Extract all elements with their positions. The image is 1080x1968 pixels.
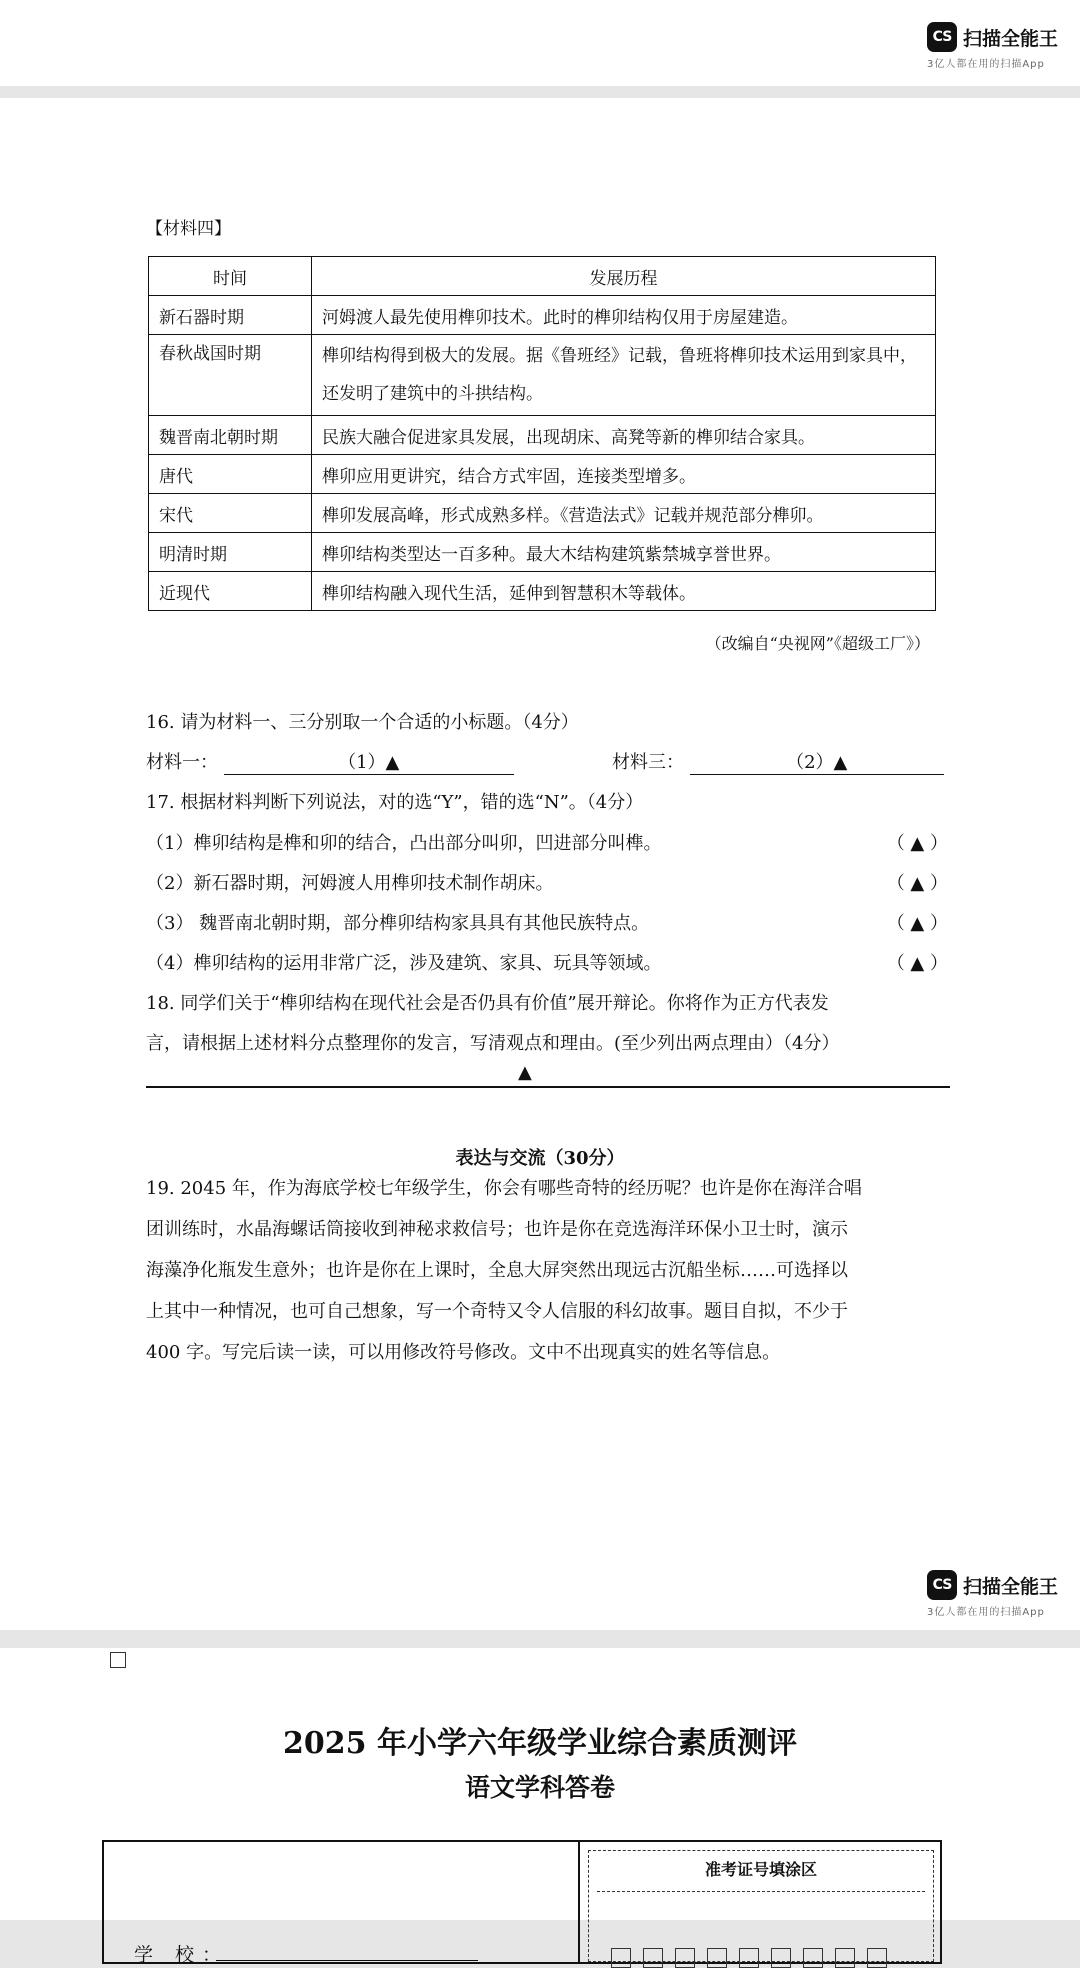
q16-blank2-label: 材料三： <box>612 752 684 773</box>
camscanner-logo-icon: CS <box>927 1570 957 1600</box>
q19-line: 团训练时，水晶海螺话筒接收到神秘求救信号；也许是你在竞选海洋环保小卫士时，演示 <box>146 1219 848 1240</box>
id-bubble[interactable] <box>611 1948 631 1968</box>
table-row <box>149 533 936 572</box>
answer-sheet-subtitle: 语文学科答卷 <box>464 1773 615 1802</box>
id-bubble[interactable] <box>803 1948 823 1968</box>
row-period: 宋代 <box>149 494 312 533</box>
answer-sheet-title: 2025 年小学六年级学业综合素质测评 <box>283 1726 797 1761</box>
q16-blank1 <box>146 748 514 775</box>
camscanner-logo-icon: CS <box>927 22 957 52</box>
info-divider <box>578 1842 817 1962</box>
q17-answer-slot[interactable]: （ ▲ ） <box>886 873 948 894</box>
q17-item: （3） 魏晋南北朝时期，部分榫卯结构家具具有其他民族特点。 <box>146 913 650 934</box>
q19-line: 400 字。写完后读一读，可以用修改符号修改。文中不出现真实的姓名等信息。 <box>146 1342 781 1363</box>
q18-answer-line[interactable] <box>146 1086 950 1088</box>
row-text: 榫卯应用更讲究，结合方式牢固，连接类型增多。 <box>312 455 936 494</box>
previous-page-strip <box>0 0 1080 86</box>
row-text: 榫卯结构得到极大的发展。据《鲁班经》记载，鲁班将榫卯技术运用到家具中，还发明了建筑中的斗拱结构。 <box>312 335 936 416</box>
table-row <box>149 572 936 611</box>
exam-id-title: 准考证号填涂区 <box>704 1860 817 1879</box>
scanner-watermark <box>927 1570 1058 1618</box>
q18-stem-line2: 言，请根据上述材料分点整理你的发言，写清观点和理由。(至少列出两点理由）（4分） <box>146 1033 840 1054</box>
q19-prompt <box>146 1168 952 1373</box>
header-history: 发展历程 <box>312 257 936 296</box>
id-bubble[interactable] <box>867 1948 887 1968</box>
exam-id-area <box>588 1850 934 1962</box>
header-time: 时间 <box>149 257 312 296</box>
row-text: 榫卯结构融入现代生活，延伸到智慧积木等载体。 <box>312 572 936 611</box>
row-text: 榫卯发展高峰，形式成熟多样。《营造法式》记载并规范部分榫卯。 <box>312 494 936 533</box>
q16-stem: 16. 请为材料一、三分别取一个合适的小标题。（4分） <box>146 712 579 733</box>
table-row <box>149 335 936 416</box>
material-source: （改编自“央视网”《超级工厂》） <box>705 634 930 653</box>
candidate-info-box <box>102 1840 942 1964</box>
q19-line: 19. 2045 年，作为海底学校七年级学生，你会有哪些奇特的经历呢？也许是你在海洋合唱 <box>146 1178 862 1199</box>
row-text: 河姆渡人最先使用榫卯技术。此时的榫卯结构仅用于房屋建造。 <box>312 296 936 335</box>
q19-line: 上其中一种情况，也可自己想象，写一个奇特又令人信服的科幻故事。题目自拟，不少于 <box>146 1301 848 1322</box>
row-text: 民族大融合促进家具发展，出现胡床、高凳等新的榫卯结合家具。 <box>312 416 936 455</box>
q17-item: （1）榫卯结构是榫和卯的结合，凸出部分叫卯，凹进部分叫榫。 <box>146 833 662 854</box>
corner-mark-icon <box>110 1652 126 1668</box>
q16-blank1-line[interactable]: （1）▲ <box>224 752 514 775</box>
table-row <box>149 296 936 335</box>
answer-sheet-page <box>0 1648 1080 1966</box>
q17-answer-slot[interactable]: （ ▲ ） <box>886 833 948 854</box>
row-period: 近现代 <box>149 572 312 611</box>
material4-label: 【材料四】 <box>146 219 231 239</box>
exam-page <box>0 98 1080 1630</box>
row-period: 新石器时期 <box>149 296 312 335</box>
school-input-line[interactable] <box>216 1960 478 1961</box>
scanner-watermark <box>927 22 1058 70</box>
watermark-tagline: 3亿人都在用的扫描App <box>926 59 1045 70</box>
q17-answer-slot[interactable]: （ ▲ ） <box>886 913 948 934</box>
watermark-tagline: 3亿人都在用的扫描App <box>926 1607 1045 1618</box>
q17-item: （4）榫卯结构的运用非常广泛，涉及建筑、家具、玩具等领域。 <box>146 953 662 974</box>
q17-stem: 17. 根据材料判断下列说法，对的选“Y”，错的选“N”。（4分） <box>146 792 644 813</box>
q19-line: 海藻净化瓶发生意外；也许是你在上课时，全息大屏突然出现远古沉船坐标……可选择以 <box>146 1260 848 1281</box>
q16-blank2-line[interactable]: （2）▲ <box>690 752 944 775</box>
id-bubble[interactable] <box>643 1948 663 1968</box>
q16-blank1-label: 材料一： <box>146 752 218 773</box>
q16-blank2 <box>612 748 944 775</box>
q18-stem-line1: 18. 同学们关于“榫卯结构在现代社会是否仍具有价值”展开辩论。你将作为正方代表发 <box>146 993 829 1014</box>
q17-answer-slot[interactable]: （ ▲ ） <box>886 953 948 974</box>
history-table <box>148 256 936 611</box>
id-bubble[interactable] <box>739 1948 759 1968</box>
exam-id-grid[interactable] <box>597 1891 925 1962</box>
q17-item: （2）新石器时期，河姆渡人用榫卯技术制作胡床。 <box>146 873 554 894</box>
row-period: 明清时期 <box>149 533 312 572</box>
row-text: 榫卯结构类型达一百多种。最大木结构建筑紫禁城享誉世界。 <box>312 533 936 572</box>
table-row <box>149 455 936 494</box>
id-bubble[interactable] <box>771 1948 791 1968</box>
row-period: 魏晋南北朝时期 <box>149 416 312 455</box>
id-bubble[interactable] <box>707 1948 727 1968</box>
row-period: 唐代 <box>149 455 312 494</box>
watermark-brand: 扫描全能王 <box>962 27 1058 50</box>
id-bubble[interactable] <box>835 1948 855 1968</box>
row-period: 春秋战国时期 <box>149 335 312 416</box>
id-bubble[interactable] <box>675 1948 695 1968</box>
table-row <box>149 416 936 455</box>
table-header-row <box>149 257 936 296</box>
q18-answer-mark: ▲ <box>518 1062 532 1083</box>
section-title: 表达与交流（30分） <box>455 1148 625 1169</box>
watermark-brand: 扫描全能王 <box>962 1575 1058 1598</box>
school-label: 学 校： <box>134 1944 230 1966</box>
table-row <box>149 494 936 533</box>
